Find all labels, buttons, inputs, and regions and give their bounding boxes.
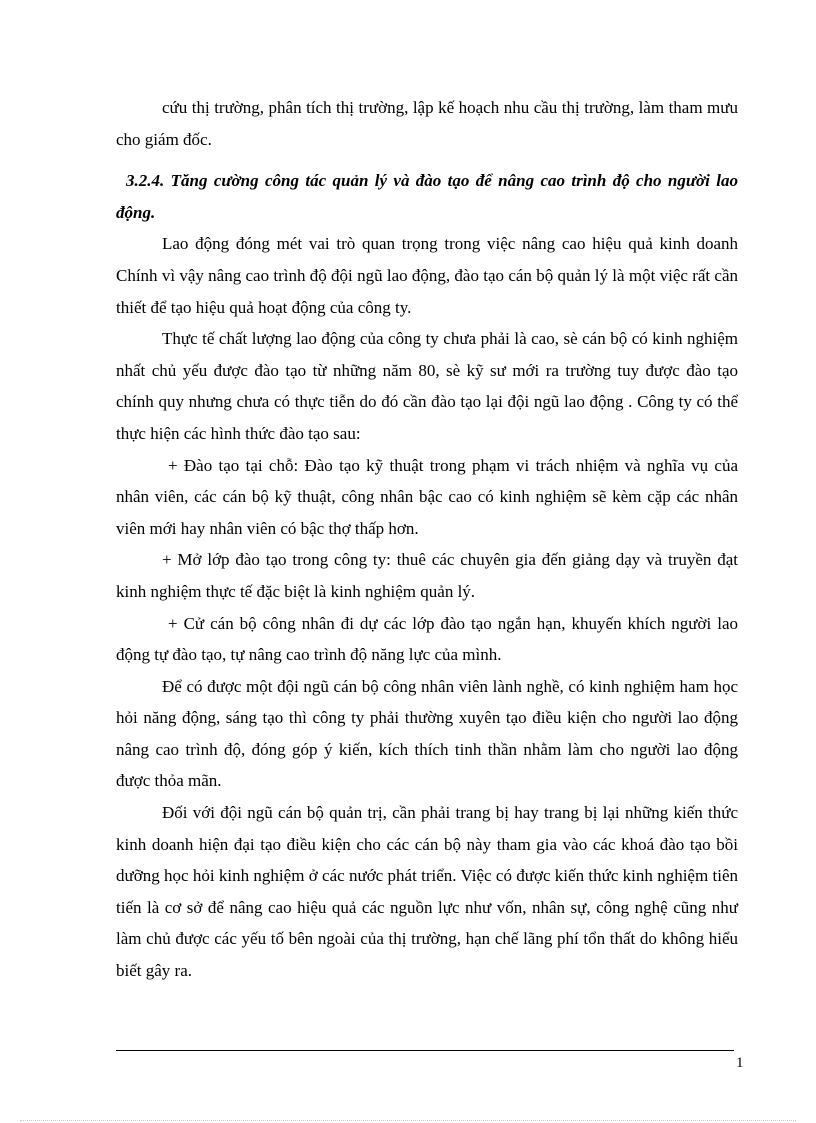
paragraph: Để có được một đội ngũ cán bộ công nhân viên lành nghề, có kinh nghiệm ham học hỏi năng động, sáng tạo thì công ty phải thường xuyên tạo điều kiện cho người lao động nâng cao trình độ, đóng góp ý kiến, kích thích tinh thần nhằm làm cho người lao động được thỏa mãn.	[116, 676, 738, 791]
list-item: + Mở lớp đào tạo trong công ty: thuê các chuyên gia đến giảng dạy và truyền đạt kinh nghiệm thực tế đặc biệt là kinh nghiệm quản lý.	[116, 550, 738, 601]
paragraph-continuation: cứu thị trường, phân tích thị trường, lập kế hoạch nhu cầu thị trường, làm tham mưu cho giám đốc.	[116, 98, 738, 149]
page-number: 1	[736, 1055, 744, 1071]
section-heading: 3.2.4. Tăng cường công tác quản lý và đào tạo để nâng cao trình độ cho người lao động.	[116, 171, 738, 222]
list-item: + Đào tạo tại chỗ: Đào tạo kỹ thuật trong phạm vi trách nhiệm và nghĩa vụ của nhân viên, các cán bộ kỹ thuật, công nhân bậc cao có kinh nghiệm sẽ kèm cặp các nhân viên mới hay nhân viên có bậc thợ thấp hơn.	[116, 455, 738, 538]
document-body	[116, 92, 738, 987]
paragraph: Thực tế chất lượng lao động của công ty chưa phải là cao, sè cán bộ có kinh nghiệm nhất chủ yếu được đào tạo từ những năm 80, sè kỹ sư mới ra trường tuy được đào tạo chính quy nhưng chưa có thực tiễn do đó cần đào tạo lại đội ngũ lao động . Công ty có thể thực hiện các hình thức đào tạo sau:	[116, 329, 738, 443]
paragraph: Lao động đóng mét vai trò quan trọng trong việc nâng cao hiệu quả kinh doanh Chính vì vậy nâng cao trình độ đội ngũ lao động, đào tạo cán bộ quản lý là một việc rất cần thiết để tạo hiệu quả hoạt động của công ty.	[116, 234, 738, 317]
page-edge-divider	[20, 1120, 796, 1121]
footer-divider	[116, 1050, 734, 1051]
paragraph: Đối với đội ngũ cán bộ quản trị, cần phải trang bị hay trang bị lại những kiến thức kinh doanh hiện đại tạo điều kiện cho các cán bộ này tham gia vào các khoá đào tạo bồi dưỡng học hỏi kinh nghiệm ở các nước phát triển. Việc có được kiến thức kinh nghiệm tiên tiến là cơ sở để nâng cao hiệu quả các nguồn lực như vốn, nhân sự, công nghệ cũng như làm chủ được các yếu tố bên ngoài của thị trường, hạn chế lãng phí tổn thất do không hiểu biết gây ra.	[116, 803, 738, 981]
list-item: + Cử cán bộ công nhân đi dự các lớp đào tạo ngắn hạn, khuyến khích người lao động tự đào tạo, tự nâng cao trình độ năng lực của mình.	[116, 613, 738, 665]
